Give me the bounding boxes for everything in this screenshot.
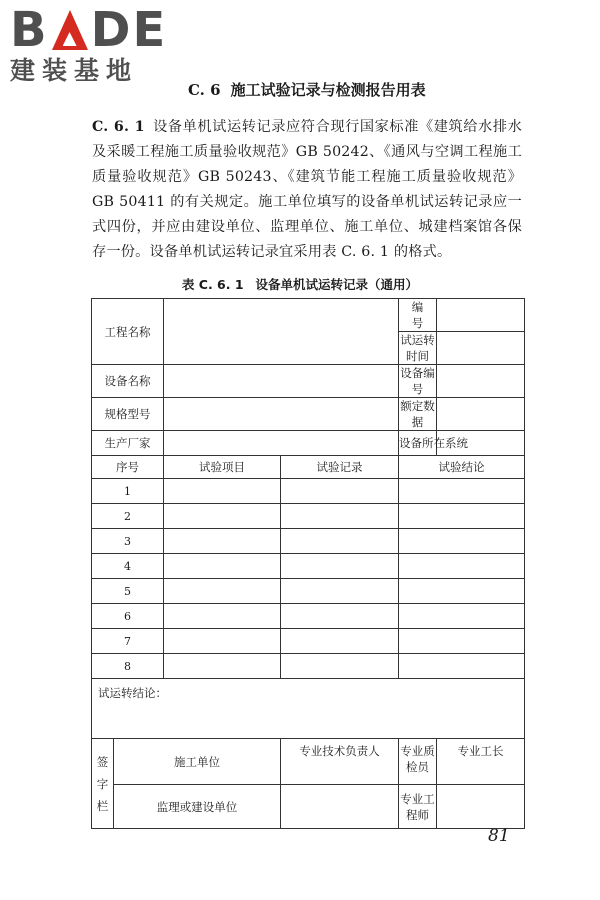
- logo-wordmark: [10, 4, 185, 56]
- row-item-cell[interactable]: [164, 479, 281, 504]
- equipment-no-label: 设备编号: [400, 366, 435, 396]
- equipment-name-label: 设备名称: [92, 365, 164, 398]
- trial-run-record-form: [91, 298, 525, 829]
- quality-inspector-cell[interactable]: [399, 739, 437, 785]
- page-number: 81: [488, 826, 510, 846]
- row-item-cell[interactable]: [164, 629, 281, 654]
- row-record-cell[interactable]: [281, 654, 399, 679]
- table-row: [92, 629, 525, 654]
- trial-time-label: 试运转时间: [400, 333, 435, 363]
- row-seq: 8: [92, 654, 164, 679]
- row-seq: 6: [92, 604, 164, 629]
- serial-no-value[interactable]: [437, 299, 525, 332]
- row-item-cell[interactable]: [164, 554, 281, 579]
- row-record-cell[interactable]: [281, 504, 399, 529]
- row-seq: 3: [92, 529, 164, 554]
- rated-data-value[interactable]: [437, 398, 525, 431]
- row-seq: 1: [92, 479, 164, 504]
- row-seq: 5: [92, 579, 164, 604]
- supervision-unit-value[interactable]: [281, 785, 399, 829]
- table-number: 表 C. 6. 1: [181, 277, 244, 292]
- engineer-signature[interactable]: [437, 785, 525, 829]
- row-result-cell[interactable]: [399, 579, 525, 604]
- clause-number: C. 6. 1: [92, 119, 145, 135]
- table-row: [92, 529, 525, 554]
- equipment-no-value[interactable]: [437, 365, 525, 398]
- row-result-cell[interactable]: [399, 629, 525, 654]
- system-label: 设备所在系统: [399, 431, 437, 456]
- tech-head-label: 专业技术负责人: [299, 744, 380, 758]
- row-result-cell[interactable]: [399, 654, 525, 679]
- spec-model-value[interactable]: [164, 398, 399, 431]
- rated-data-label: 额定数据: [400, 399, 435, 429]
- table-row: [92, 579, 525, 604]
- sign-label-text: 签字栏: [96, 754, 109, 813]
- row-item-cell[interactable]: [164, 579, 281, 604]
- row-seq: 4: [92, 554, 164, 579]
- clause-paragraph: [92, 115, 522, 265]
- supervision-unit-label: 监理或建设单位: [114, 785, 281, 829]
- col-header-result: 试验结论: [399, 456, 525, 479]
- table-row: [92, 554, 525, 579]
- row-result-cell[interactable]: [399, 504, 525, 529]
- row-result-cell[interactable]: [399, 529, 525, 554]
- section-title-text: 施工试验记录与检测报告用表: [230, 81, 426, 99]
- row-item-cell[interactable]: [164, 654, 281, 679]
- row-record-cell[interactable]: [281, 579, 399, 604]
- serial-no-label: 编 号: [399, 299, 437, 332]
- row-record-cell[interactable]: [281, 529, 399, 554]
- row-seq: 2: [92, 504, 164, 529]
- logo-letter-b: B: [10, 2, 49, 58]
- row-result-cell[interactable]: [399, 554, 525, 579]
- row-record-cell[interactable]: [281, 479, 399, 504]
- col-header-item: 试验项目: [164, 456, 281, 479]
- row-item-cell[interactable]: [164, 529, 281, 554]
- trial-conclusion-label: 试运转结论：: [98, 686, 167, 700]
- foreman-label: 专业工长: [457, 744, 504, 758]
- engineer-label: 专业工程师: [399, 785, 437, 829]
- logo-subtitle: 建装基地: [10, 56, 139, 85]
- quality-inspector-label: 专业质检员: [400, 744, 435, 774]
- row-item-cell[interactable]: [164, 504, 281, 529]
- table-row: [92, 654, 525, 679]
- construction-unit-label: 施工单位: [114, 739, 281, 785]
- manufacturer-label: 生产厂家: [92, 431, 164, 456]
- table-row: [92, 504, 525, 529]
- row-result-cell[interactable]: [399, 479, 525, 504]
- trial-time-value[interactable]: [437, 332, 525, 365]
- tech-head-cell[interactable]: [281, 739, 399, 785]
- spec-model-label: 规格型号: [92, 398, 164, 431]
- project-name-label: 工程名称: [92, 299, 164, 365]
- col-header-record: 试验记录: [281, 456, 399, 479]
- project-name-value[interactable]: [164, 299, 399, 365]
- clause-text: 设备单机试运转记录应符合现行国家标准《建筑给水排水及采暖工程施工质量验收规范》GB 50242、《通风与空调工程施工质量验收规范》GB 50243、《建筑节能工程施工质量验收规范》GB 50411 的有关规定。施工单位填写的设备单机试运转记录应一式四份，并应由建设单位、监理单位、施工单位、城建档案馆各保存一份。设备单机试运转记录宜采用表 C. 6. 1 的格式。: [92, 119, 522, 260]
- table-row: [92, 479, 525, 504]
- col-header-seq: 序号: [92, 456, 164, 479]
- section-heading: [188, 79, 426, 100]
- table-row: [92, 604, 525, 629]
- logo-a-triangle-icon: [52, 10, 88, 50]
- table-caption: [0, 275, 600, 293]
- row-record-cell[interactable]: [281, 629, 399, 654]
- signature-column-label: [92, 739, 114, 829]
- equipment-name-value[interactable]: [164, 365, 399, 398]
- row-record-cell[interactable]: [281, 604, 399, 629]
- row-seq: 7: [92, 629, 164, 654]
- table-title: 设备单机试运转记录（通用）: [255, 277, 419, 292]
- row-result-cell[interactable]: [399, 604, 525, 629]
- row-item-cell[interactable]: [164, 604, 281, 629]
- foreman-cell[interactable]: [437, 739, 525, 785]
- manufacturer-value[interactable]: [164, 431, 399, 456]
- bade-logo: [10, 4, 185, 86]
- section-number: C. 6: [188, 81, 221, 99]
- row-record-cell[interactable]: [281, 554, 399, 579]
- trial-conclusion-area[interactable]: [92, 679, 525, 739]
- logo-letters-de: DE: [90, 2, 168, 58]
